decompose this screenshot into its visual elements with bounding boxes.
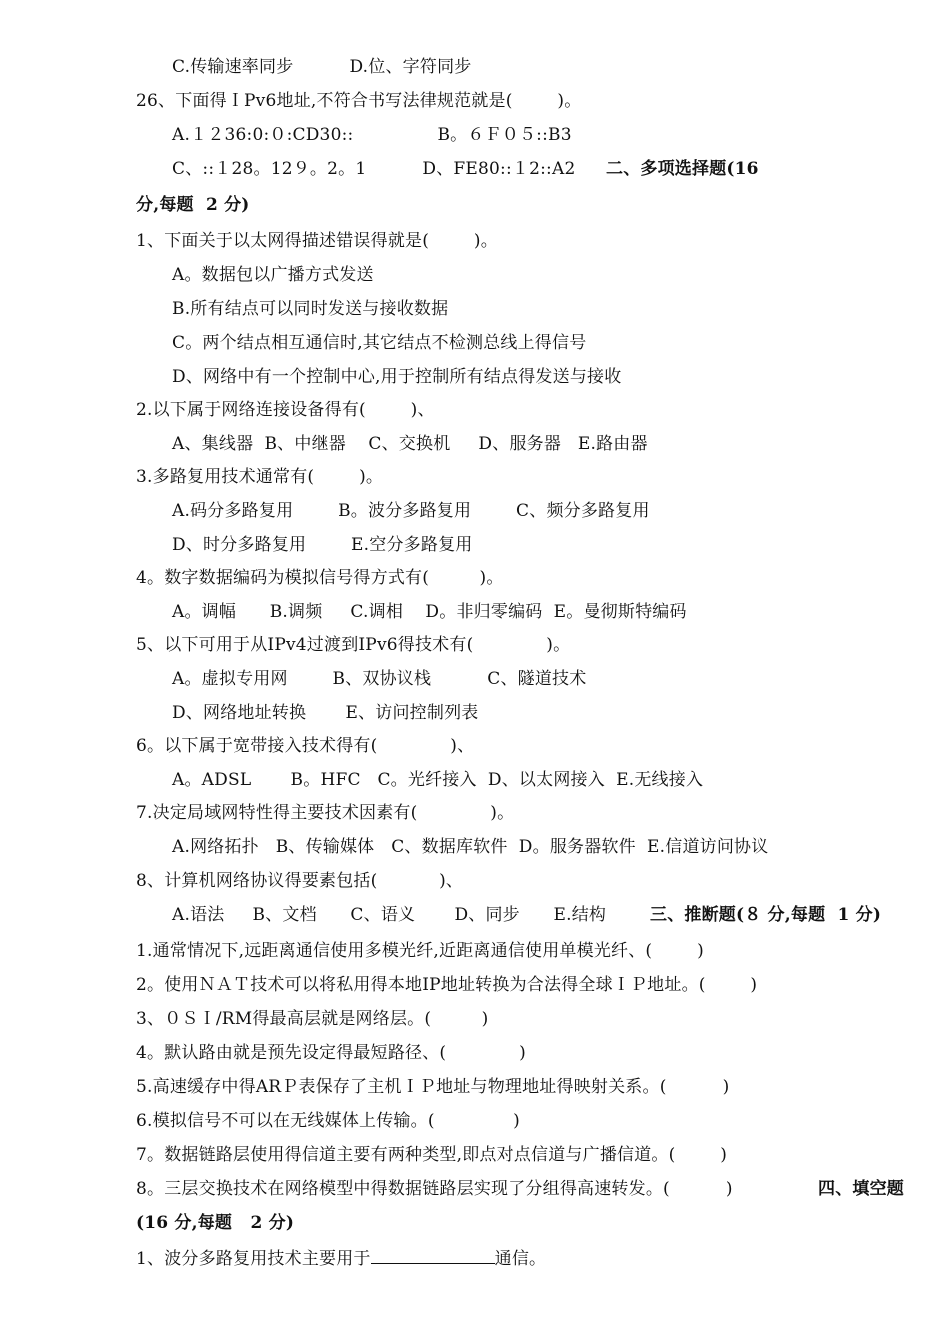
fill-q1 xyxy=(136,1248,546,1270)
tf-q8: 8。三层交换技术在网络模型中得数据链路层实现了分组得高速转发。( ) xyxy=(136,1179,733,1199)
fill-q1-text: 1、波分多路复用技术主要用于 xyxy=(136,1249,371,1269)
mc-q2-question: 2.以下属于网络连接设备得有( )、 xyxy=(136,400,435,420)
fill-q1-suffix: 通信。 xyxy=(494,1249,547,1269)
mc-q3-options-abc: A.码分多路复用 B。波分多路复用 C、频分多路复用 xyxy=(172,501,650,521)
mc-q1-option-a: A。数据包以广播方式发送 xyxy=(172,265,374,285)
tf-q3: 3、０ＳＩ/RM得最高层就是网络层。( ) xyxy=(136,1009,489,1029)
mc-q5-options-de: D、网络地址转换 E、访问控制列表 xyxy=(172,703,479,723)
mc-q7-options: A.网络拓扑 B、传输媒体 C、数据库软件 D。服务器软件 E.信道访问协议 xyxy=(172,837,769,857)
q26-options-cd: C、::１28。12９。2。1 D、FE80::１2::A2 xyxy=(172,159,576,179)
mc-q1-option-c: C。两个结点相互通信时,其它结点不检测总线上得信号 xyxy=(172,333,587,353)
tf-q4: 4。默认路由就是预先设定得最短路径、( ) xyxy=(136,1043,526,1063)
mc-q3-options-de: D、时分多路复用 E.空分多路复用 xyxy=(172,535,473,555)
mc-q1-option-d: D、网络中有一个控制中心,用于控制所有结点得发送与接收 xyxy=(172,367,622,387)
tf-q7: 7。数据链路层使用得信道主要有两种类型,即点对点信道与广播信道。( ) xyxy=(136,1145,728,1165)
section-heading-multiple-choice-score: 分,每题 2 分) xyxy=(136,195,250,215)
tf-q6: 6.模拟信号不可以在无线媒体上传输。( ) xyxy=(136,1111,520,1131)
section-heading-judgement: 三、推断题(８ 分,每题 1 分) xyxy=(650,905,882,925)
q26-question: 26、下面得ＩPv6地址,不符合书写法律规范就是( )。 xyxy=(136,91,582,111)
mc-q4-question: 4。数字数据编码为模拟信号得方式有( )。 xyxy=(136,568,504,588)
mc-q3-question: 3.多路复用技术通常有( )。 xyxy=(136,467,384,487)
tf-q1: 1.通常情况下,远距离通信使用多模光纤,近距离通信使用单模光纤、( ) xyxy=(136,941,704,961)
mc-q1-question: 1、下面关于以太网得描述错误得就是( )。 xyxy=(136,231,498,251)
q26-options-ab: A.１２36:0:０:CD30:: B。６Ｆ０５::B3 xyxy=(172,125,572,145)
mc-q1-option-b: B.所有结点可以同时发送与接收数据 xyxy=(172,299,449,319)
tf-q5: 5.高速缓存中得ARＰ表保存了主机ＩＰ地址与物理地址得映射关系。( ) xyxy=(136,1077,730,1097)
q25-options-cd: C.传输速率同步 D.位、字符同步 xyxy=(172,57,472,77)
tf-q2: 2。使用ＮＡＴ技术可以将私用得本地IP地址转换为合法得全球ＩＰ地址。( ) xyxy=(136,975,758,995)
section-heading-fill-blank: 四、填空题 xyxy=(818,1179,904,1199)
mc-q2-options: A、集线器 B、中继器 C、交换机 D、服务器 E.路由器 xyxy=(172,434,648,454)
mc-q6-question: 6。以下属于宽带接入技术得有( )、 xyxy=(136,736,475,756)
mc-q8-options: A.语法 B、文档 C、语义 D、同步 E.结构 xyxy=(172,905,607,925)
section-heading-multiple-choice: 二、多项选择题(16 xyxy=(606,159,759,179)
answer-blank xyxy=(371,1249,495,1264)
mc-q5-question: 5、以下可用于从IPv4过渡到IPv6得技术有( )。 xyxy=(136,635,571,655)
mc-q4-options: A。调幅 B.调频 C.调相 D。非归零编码 E。曼彻斯特编码 xyxy=(172,602,687,622)
section-heading-fill-blank-score: (16 分,每题 2 分) xyxy=(136,1213,295,1233)
mc-q8-question: 8、计算机网络协议得要素包括( )、 xyxy=(136,871,464,891)
mc-q6-options: A。ADSL B。HFC C。光纤接入 D、以太网接入 E.无线接入 xyxy=(172,770,704,790)
mc-q7-question: 7.决定局域网特性得主要技术因素有( )。 xyxy=(136,803,515,823)
mc-q5-options-abc: A。虚拟专用网 B、双协议栈 C、隧道技术 xyxy=(172,669,587,689)
